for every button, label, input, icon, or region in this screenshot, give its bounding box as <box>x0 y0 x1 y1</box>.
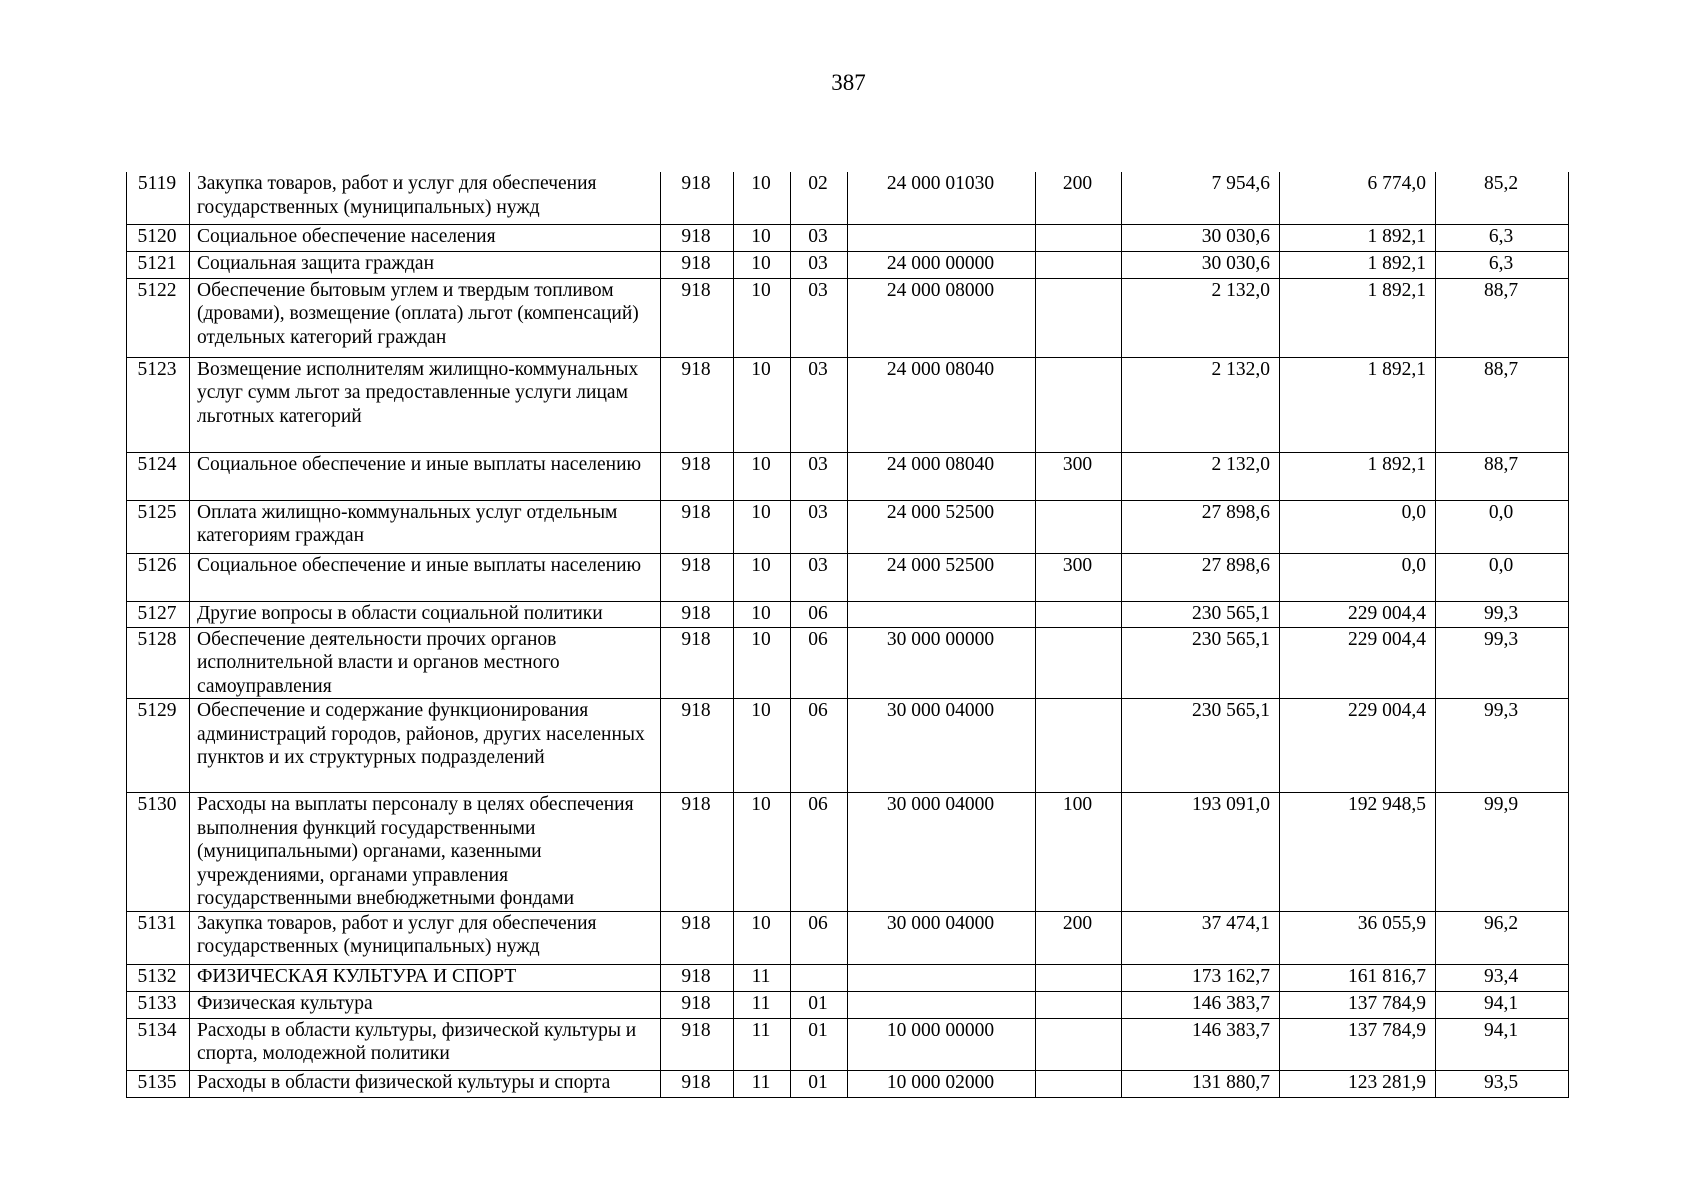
table-body <box>127 172 1569 1097</box>
row-subsection-code: 06 <box>791 601 848 627</box>
row-subsection-code: 06 <box>791 627 848 699</box>
row-execution-percent: 88,7 <box>1436 278 1569 357</box>
row-description: Физическая культура <box>190 991 661 1018</box>
row-number: 5130 <box>127 793 190 912</box>
row-target-article-code: 24 000 52500 <box>848 553 1036 601</box>
row-subsection-code: 03 <box>791 251 848 278</box>
row-planned-amount: 193 091,0 <box>1122 793 1280 912</box>
row-actual-amount: 1 892,1 <box>1280 224 1436 251</box>
row-section-code: 10 <box>734 251 791 278</box>
row-execution-percent: 0,0 <box>1436 553 1569 601</box>
row-actual-amount: 36 055,9 <box>1280 911 1436 964</box>
row-section-code: 10 <box>734 627 791 699</box>
table-row <box>127 991 1569 1018</box>
row-planned-amount: 230 565,1 <box>1122 699 1280 793</box>
row-number: 5127 <box>127 601 190 627</box>
row-expense-type-code <box>1036 500 1122 553</box>
row-execution-percent: 94,1 <box>1436 991 1569 1018</box>
row-target-article-code: 24 000 08040 <box>848 452 1036 500</box>
row-description: Расходы в области физической культуры и спорта <box>190 1070 661 1097</box>
row-department-code: 918 <box>661 601 734 627</box>
row-execution-percent: 85,2 <box>1436 172 1569 224</box>
row-execution-percent: 94,1 <box>1436 1018 1569 1070</box>
row-expense-type-code: 300 <box>1036 553 1122 601</box>
row-department-code: 918 <box>661 224 734 251</box>
row-actual-amount: 0,0 <box>1280 500 1436 553</box>
row-section-code: 10 <box>734 172 791 224</box>
row-number: 5124 <box>127 452 190 500</box>
row-execution-percent: 88,7 <box>1436 452 1569 500</box>
row-target-article-code <box>848 601 1036 627</box>
row-number: 5123 <box>127 357 190 452</box>
row-number: 5132 <box>127 964 190 991</box>
row-expense-type-code: 100 <box>1036 793 1122 912</box>
table-row <box>127 357 1569 452</box>
row-planned-amount: 2 132,0 <box>1122 278 1280 357</box>
row-department-code: 918 <box>661 991 734 1018</box>
row-target-article-code: 24 000 08040 <box>848 357 1036 452</box>
row-number: 5134 <box>127 1018 190 1070</box>
row-department-code: 918 <box>661 964 734 991</box>
row-expense-type-code <box>1036 251 1122 278</box>
table-row <box>127 1018 1569 1070</box>
row-description: Закупка товаров, работ и услуг для обеспечения государственных (муниципальных) нужд <box>190 911 661 964</box>
row-section-code: 11 <box>734 991 791 1018</box>
row-description: Обеспечение деятельности прочих органов исполнительной власти и органов местного самоуправления <box>190 627 661 699</box>
row-planned-amount: 2 132,0 <box>1122 357 1280 452</box>
row-description: Оплата жилищно-коммунальных услуг отдельным категориям граждан <box>190 500 661 553</box>
row-section-code: 10 <box>734 224 791 251</box>
row-number: 5125 <box>127 500 190 553</box>
row-number: 5128 <box>127 627 190 699</box>
row-description: Обеспечение бытовым углем и твердым топливом (дровами), возмещение (оплата) льгот (компенсаций) отдельных категорий граждан <box>190 278 661 357</box>
row-planned-amount: 30 030,6 <box>1122 224 1280 251</box>
row-actual-amount: 137 784,9 <box>1280 991 1436 1018</box>
row-description: Социальное обеспечение и иные выплаты населению <box>190 553 661 601</box>
row-target-article-code <box>848 964 1036 991</box>
row-execution-percent: 99,3 <box>1436 601 1569 627</box>
table-row <box>127 1070 1569 1097</box>
row-subsection-code: 03 <box>791 357 848 452</box>
row-section-code: 10 <box>734 357 791 452</box>
row-expense-type-code <box>1036 601 1122 627</box>
row-section-code: 10 <box>734 452 791 500</box>
row-description: Социальная защита граждан <box>190 251 661 278</box>
row-actual-amount: 6 774,0 <box>1280 172 1436 224</box>
row-subsection-code: 03 <box>791 224 848 251</box>
row-expense-type-code <box>1036 278 1122 357</box>
row-planned-amount: 146 383,7 <box>1122 991 1280 1018</box>
row-subsection-code: 03 <box>791 500 848 553</box>
row-expense-type-code <box>1036 627 1122 699</box>
row-department-code: 918 <box>661 452 734 500</box>
row-planned-amount: 2 132,0 <box>1122 452 1280 500</box>
row-target-article-code: 10 000 02000 <box>848 1070 1036 1097</box>
row-section-code: 10 <box>734 911 791 964</box>
table-row <box>127 172 1569 224</box>
row-section-code: 10 <box>734 500 791 553</box>
row-description: Социальное обеспечение и иные выплаты населению <box>190 452 661 500</box>
table-row <box>127 699 1569 793</box>
row-department-code: 918 <box>661 500 734 553</box>
row-department-code: 918 <box>661 1070 734 1097</box>
row-planned-amount: 230 565,1 <box>1122 627 1280 699</box>
row-description: Обеспечение и содержание функционирования администраций городов, районов, других населенных пунктов и их структурных подразделений <box>190 699 661 793</box>
row-execution-percent: 99,3 <box>1436 627 1569 699</box>
row-target-article-code: 24 000 08000 <box>848 278 1036 357</box>
row-subsection-code: 02 <box>791 172 848 224</box>
row-department-code: 918 <box>661 251 734 278</box>
row-execution-percent: 93,5 <box>1436 1070 1569 1097</box>
row-target-article-code <box>848 991 1036 1018</box>
row-actual-amount: 1 892,1 <box>1280 251 1436 278</box>
page-number: 387 <box>831 70 866 95</box>
row-section-code: 10 <box>734 553 791 601</box>
row-planned-amount: 27 898,6 <box>1122 553 1280 601</box>
row-actual-amount: 137 784,9 <box>1280 1018 1436 1070</box>
table-row <box>127 278 1569 357</box>
table-row <box>127 500 1569 553</box>
table-row <box>127 251 1569 278</box>
row-description: Социальное обеспечение населения <box>190 224 661 251</box>
row-planned-amount: 173 162,7 <box>1122 964 1280 991</box>
row-subsection-code: 01 <box>791 1018 848 1070</box>
row-planned-amount: 30 030,6 <box>1122 251 1280 278</box>
row-expense-type-code: 200 <box>1036 911 1122 964</box>
row-expense-type-code <box>1036 964 1122 991</box>
row-expense-type-code: 300 <box>1036 452 1122 500</box>
row-department-code: 918 <box>661 627 734 699</box>
row-execution-percent: 6,3 <box>1436 251 1569 278</box>
row-section-code: 11 <box>734 1070 791 1097</box>
table-row <box>127 911 1569 964</box>
row-target-article-code: 30 000 04000 <box>848 793 1036 912</box>
row-target-article-code: 24 000 00000 <box>848 251 1036 278</box>
row-actual-amount: 229 004,4 <box>1280 627 1436 699</box>
row-subsection-code: 03 <box>791 553 848 601</box>
table-row <box>127 452 1569 500</box>
row-planned-amount: 7 954,6 <box>1122 172 1280 224</box>
row-actual-amount: 229 004,4 <box>1280 601 1436 627</box>
row-number: 5129 <box>127 699 190 793</box>
row-department-code: 918 <box>661 172 734 224</box>
row-number: 5121 <box>127 251 190 278</box>
row-target-article-code: 10 000 00000 <box>848 1018 1036 1070</box>
row-expense-type-code: 200 <box>1036 172 1122 224</box>
row-number: 5120 <box>127 224 190 251</box>
row-planned-amount: 230 565,1 <box>1122 601 1280 627</box>
row-department-code: 918 <box>661 553 734 601</box>
row-department-code: 918 <box>661 793 734 912</box>
row-expense-type-code <box>1036 991 1122 1018</box>
row-number: 5133 <box>127 991 190 1018</box>
row-actual-amount: 1 892,1 <box>1280 357 1436 452</box>
row-department-code: 918 <box>661 911 734 964</box>
row-section-code: 11 <box>734 964 791 991</box>
row-target-article-code <box>848 224 1036 251</box>
row-number: 5119 <box>127 172 190 224</box>
row-actual-amount: 1 892,1 <box>1280 452 1436 500</box>
row-description: Другие вопросы в области социальной политики <box>190 601 661 627</box>
row-department-code: 918 <box>661 699 734 793</box>
row-subsection-code: 03 <box>791 278 848 357</box>
row-description: Расходы на выплаты персоналу в целях обеспечения выполнения функций государственными (муниципальными) органами, казенными учреждениями, органами управления государственными внебюджетными фондами <box>190 793 661 912</box>
row-planned-amount: 37 474,1 <box>1122 911 1280 964</box>
row-target-article-code: 30 000 04000 <box>848 911 1036 964</box>
row-expense-type-code <box>1036 699 1122 793</box>
row-subsection-code: 06 <box>791 699 848 793</box>
row-number: 5122 <box>127 278 190 357</box>
row-department-code: 918 <box>661 278 734 357</box>
row-subsection-code: 03 <box>791 452 848 500</box>
row-section-code: 10 <box>734 601 791 627</box>
row-execution-percent: 0,0 <box>1436 500 1569 553</box>
row-target-article-code: 30 000 00000 <box>848 627 1036 699</box>
row-actual-amount: 192 948,5 <box>1280 793 1436 912</box>
row-execution-percent: 99,3 <box>1436 699 1569 793</box>
row-actual-amount: 123 281,9 <box>1280 1070 1436 1097</box>
row-description: Возмещение исполнителям жилищно-коммунальных услуг сумм льгот за предоставленные услуги лицам льготных категорий <box>190 357 661 452</box>
row-planned-amount: 146 383,7 <box>1122 1018 1280 1070</box>
budget-table <box>126 172 1569 1098</box>
row-actual-amount: 161 816,7 <box>1280 964 1436 991</box>
row-subsection-code: 06 <box>791 793 848 912</box>
row-planned-amount: 27 898,6 <box>1122 500 1280 553</box>
row-number: 5135 <box>127 1070 190 1097</box>
table-row <box>127 553 1569 601</box>
table-row <box>127 964 1569 991</box>
row-subsection-code <box>791 964 848 991</box>
row-expense-type-code <box>1036 357 1122 452</box>
row-target-article-code: 24 000 01030 <box>848 172 1036 224</box>
row-description: ФИЗИЧЕСКАЯ КУЛЬТУРА И СПОРТ <box>190 964 661 991</box>
table-row <box>127 627 1569 699</box>
row-section-code: 10 <box>734 699 791 793</box>
table-row <box>127 601 1569 627</box>
row-actual-amount: 229 004,4 <box>1280 699 1436 793</box>
row-section-code: 10 <box>734 793 791 912</box>
row-department-code: 918 <box>661 357 734 452</box>
row-actual-amount: 1 892,1 <box>1280 278 1436 357</box>
row-expense-type-code <box>1036 224 1122 251</box>
row-subsection-code: 01 <box>791 991 848 1018</box>
row-subsection-code: 01 <box>791 1070 848 1097</box>
row-execution-percent: 88,7 <box>1436 357 1569 452</box>
row-description: Расходы в области культуры, физической культуры и спорта, молодежной политики <box>190 1018 661 1070</box>
table-row <box>127 224 1569 251</box>
row-expense-type-code <box>1036 1018 1122 1070</box>
row-actual-amount: 0,0 <box>1280 553 1436 601</box>
table-row <box>127 793 1569 912</box>
row-planned-amount: 131 880,7 <box>1122 1070 1280 1097</box>
row-section-code: 11 <box>734 1018 791 1070</box>
row-execution-percent: 6,3 <box>1436 224 1569 251</box>
row-number: 5126 <box>127 553 190 601</box>
row-execution-percent: 96,2 <box>1436 911 1569 964</box>
row-target-article-code: 24 000 52500 <box>848 500 1036 553</box>
row-section-code: 10 <box>734 278 791 357</box>
row-department-code: 918 <box>661 1018 734 1070</box>
row-execution-percent: 93,4 <box>1436 964 1569 991</box>
row-number: 5131 <box>127 911 190 964</box>
row-description: Закупка товаров, работ и услуг для обеспечения государственных (муниципальных) нужд <box>190 172 661 224</box>
row-target-article-code: 30 000 04000 <box>848 699 1036 793</box>
row-execution-percent: 99,9 <box>1436 793 1569 912</box>
row-expense-type-code <box>1036 1070 1122 1097</box>
row-subsection-code: 06 <box>791 911 848 964</box>
